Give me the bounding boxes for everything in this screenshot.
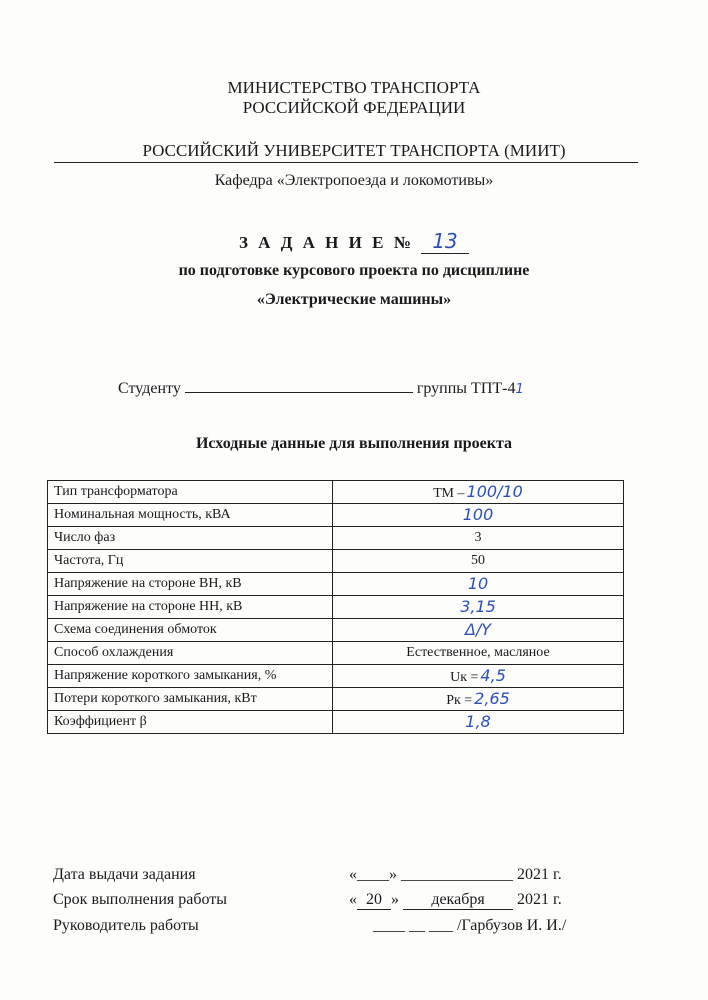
parameter-label: Потери короткого замыкания, кВт — [48, 688, 333, 711]
parameter-label: Коэффициент β — [48, 711, 333, 734]
issue-date-label: Дата выдачи задания — [53, 866, 196, 883]
parameter-value-cell — [333, 550, 624, 573]
parameter-row — [48, 504, 624, 527]
supervisor-label: Руководитель работы — [53, 917, 199, 934]
parameter-value: 100 — [462, 505, 494, 524]
parameter-value-cell — [333, 573, 624, 596]
parameter-row — [48, 665, 624, 688]
parameter-row — [48, 573, 624, 596]
parameter-label: Число фаз — [48, 527, 333, 550]
parameter-row — [48, 642, 624, 665]
parameters-table — [47, 480, 624, 734]
deadline-year: 2021 г. — [517, 891, 562, 908]
parameter-value: 1,8 — [465, 712, 491, 731]
parameter-value-cell — [333, 711, 624, 734]
parameter-row — [48, 619, 624, 642]
parameter-value-cell — [333, 642, 624, 665]
parameter-row — [48, 688, 624, 711]
ministry-line-1: МИНИСТЕРСТВО ТРАНСПОРТА — [227, 78, 481, 97]
task-subtitle-1: по подготовке курсового проекта по дисциплине — [178, 262, 530, 279]
parameter-label: Тип трансформатора — [48, 481, 333, 504]
parameter-value: 10 — [467, 574, 489, 593]
parameter-value-cell — [333, 688, 624, 711]
parameter-row — [48, 550, 624, 573]
ministry-header — [0, 78, 708, 118]
supervisor-value: ____ __ ___ /Гарбузов И. И./ — [373, 917, 567, 934]
deadline-value: « 20 » декабря 2021 г. — [349, 891, 562, 908]
deadline-label: Срок выполнения работы — [53, 891, 228, 908]
task-title: З А Д А Н И Е № — [238, 233, 414, 252]
parameter-prefix: Pк = — [446, 693, 473, 708]
ministry-line-2: РОССИЙСКОЙ ФЕДЕРАЦИИ — [242, 98, 466, 117]
parameter-label: Номинальная мощность, кВА — [48, 504, 333, 527]
task-number: 13 — [421, 229, 469, 254]
parameter-row — [48, 596, 624, 619]
group-label: группы ТПТ-4 — [416, 380, 516, 397]
parameter-value: 3,15 — [460, 597, 496, 616]
parameter-value: Δ/Y — [464, 620, 492, 639]
parameter-value: 2,65 — [474, 689, 510, 708]
department-name: Кафедра «Электропоезда и локомотивы» — [214, 172, 494, 189]
parameter-label: Частота, Гц — [48, 550, 333, 573]
group-suffix: 1 — [515, 382, 524, 397]
student-label: Студенту — [118, 380, 181, 397]
parameter-value: 3 — [474, 530, 482, 545]
parameter-value: 50 — [471, 553, 485, 568]
task-subtitle-2: «Электрические машины» — [256, 291, 452, 308]
student-line — [118, 378, 524, 398]
student-name-field — [185, 378, 413, 393]
parameter-prefix: Uк = — [450, 670, 479, 685]
parameter-value-cell — [333, 619, 624, 642]
parameter-value: 4,5 — [480, 666, 506, 685]
parameter-prefix: ТМ – — [433, 486, 465, 501]
parameter-row — [48, 481, 624, 504]
parameter-label: Способ охлаждения — [48, 642, 333, 665]
parameter-label: Схема соединения обмоток — [48, 619, 333, 642]
deadline-month: декабря — [403, 891, 513, 910]
parameter-value-cell — [333, 596, 624, 619]
parameter-value: 100/10 — [466, 482, 523, 501]
parameter-value-cell — [333, 504, 624, 527]
parameter-row — [48, 711, 624, 734]
university-name: РОССИЙСКИЙ УНИВЕРСИТЕТ ТРАНСПОРТА (МИИТ) — [142, 141, 566, 160]
parameter-value-cell — [333, 481, 624, 504]
parameter-value-cell — [333, 527, 624, 550]
issue-date-value: «____» ______________ 2021 г. — [349, 866, 562, 883]
parameter-label: Напряжение короткого замыкания, % — [48, 665, 333, 688]
parameter-label: Напряжение на стороне НН, кВ — [48, 596, 333, 619]
parameter-row — [48, 527, 624, 550]
parameter-value-cell — [333, 665, 624, 688]
parameter-value: Естественное, масляное — [406, 645, 550, 660]
task-heading — [0, 229, 708, 254]
deadline-day: 20 — [357, 891, 391, 910]
parameter-label: Напряжение на стороне ВН, кВ — [48, 573, 333, 596]
data-section-title: Исходные данные для выполнения проекта — [195, 435, 513, 452]
university-underline — [54, 162, 638, 163]
